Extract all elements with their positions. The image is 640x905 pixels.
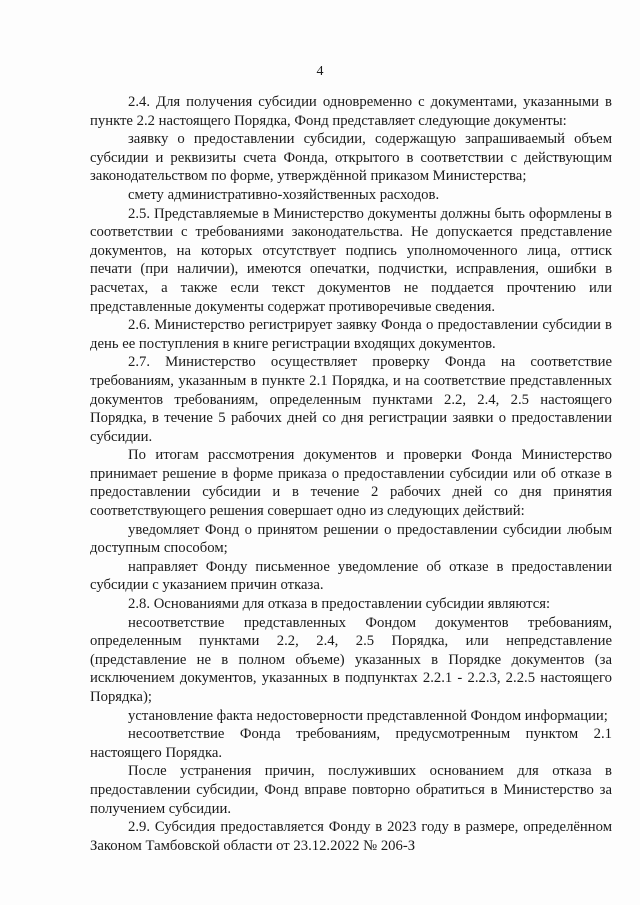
paragraph-application-item: заявку о предоставлении субсидии, содержащую запрашиваемый объем субсидии и реквизиты счета Фонда, открытого в соответствии с действующим законодательством по форме, утверждённой приказом Министерства; bbox=[90, 131, 612, 185]
paragraph-unreliable-info-item: установление факта недостоверности представленной Фондом информации; bbox=[128, 707, 608, 724]
paragraph-mismatch-item: несоответствие представленных Фондом документов требованиям, определенным пунктами 2.2, 2.4, 2.5 Порядка, или непредставление (представление не в полном объеме) указанных в Порядке документов (за исключением документов, указанных в подпунктах 2.2.1 - 2.2.3, 2.2.5 настоящего Порядка); bbox=[90, 614, 612, 705]
paragraph-2-6: 2.6. Министерство регистрирует заявку Фонда о предоставлении субсидии в день ее поступления в книге регистрации входящих документов. bbox=[90, 317, 612, 352]
paragraph-reapply: После устранения причин, послуживших основанием для отказа в предоставлении субсидии, Фонд вправе повторно обратиться в Министерство за получением субсидии. bbox=[90, 763, 612, 817]
paragraph-2-9: 2.9. Субсидия предоставляется Фонду в 2023 году в размере, определённом Законом Тамбовской области от 23.12.2022 № 206-З bbox=[90, 819, 612, 854]
paragraph-2-8: 2.8. Основаниями для отказа в предоставлении субсидии являются: bbox=[128, 596, 551, 613]
paragraph-refusal-notice-item: направляет Фонду письменное уведомление об отказе в предоставлении субсидии с указанием причин отказа. bbox=[90, 558, 612, 594]
page-number: 4 bbox=[316, 64, 324, 79]
paragraph-2-5: 2.5. Представляемые в Министерство документы должны быть оформлены в соответствии с требованиями законодательства. Не допускается представление документов, на которых отсутствует подпись уполномоченного лица, оттиск печати (при наличии), имеются опечатки, подчистки, исправления, ошибки в расчетах, а также если текст документов не поддается прочтению или представленные документы содержат противоречивые сведения. bbox=[90, 205, 612, 315]
paragraph-estimate-item: смету административно-хозяйственных расходов. bbox=[128, 186, 440, 203]
paragraph-review-results: По итогам рассмотрения документов и проверки Фонда Министерство принимает решение в форме приказа о предоставлении субсидии или об отказе в предоставлении субсидии и в течение 2 рабочих дней со дня принятия соответствующего решения совершает одно из следующих действий: bbox=[90, 447, 612, 520]
paragraph-fund-mismatch-item: несоответствие Фонда требованиям, предусмотренным пунктом 2.1 настоящего Порядка. bbox=[90, 726, 612, 761]
paragraph-2-4: 2.4. Для получения субсидии одновременно с документами, указанными в пункте 2.2 настоящего Порядка, Фонд представляет следующие документы: bbox=[90, 94, 612, 129]
document-body bbox=[90, 93, 612, 855]
paragraph-notify-item: уведомляет Фонд о принятом решении о предоставлении субсидии любым доступным способом; bbox=[90, 521, 612, 557]
paragraph-2-7: 2.7. Министерство осуществляет проверку Фонда на соответствие требованиям, указанным в пункте 2.1 Порядка, и на соответствие представленных документов требованиям, определенным пунктами 2.2, 2.4, 2.5 настоящего Порядка, в течение 5 рабочих дней со дня регистрации заявки о предоставлении субсидии. bbox=[90, 354, 612, 445]
